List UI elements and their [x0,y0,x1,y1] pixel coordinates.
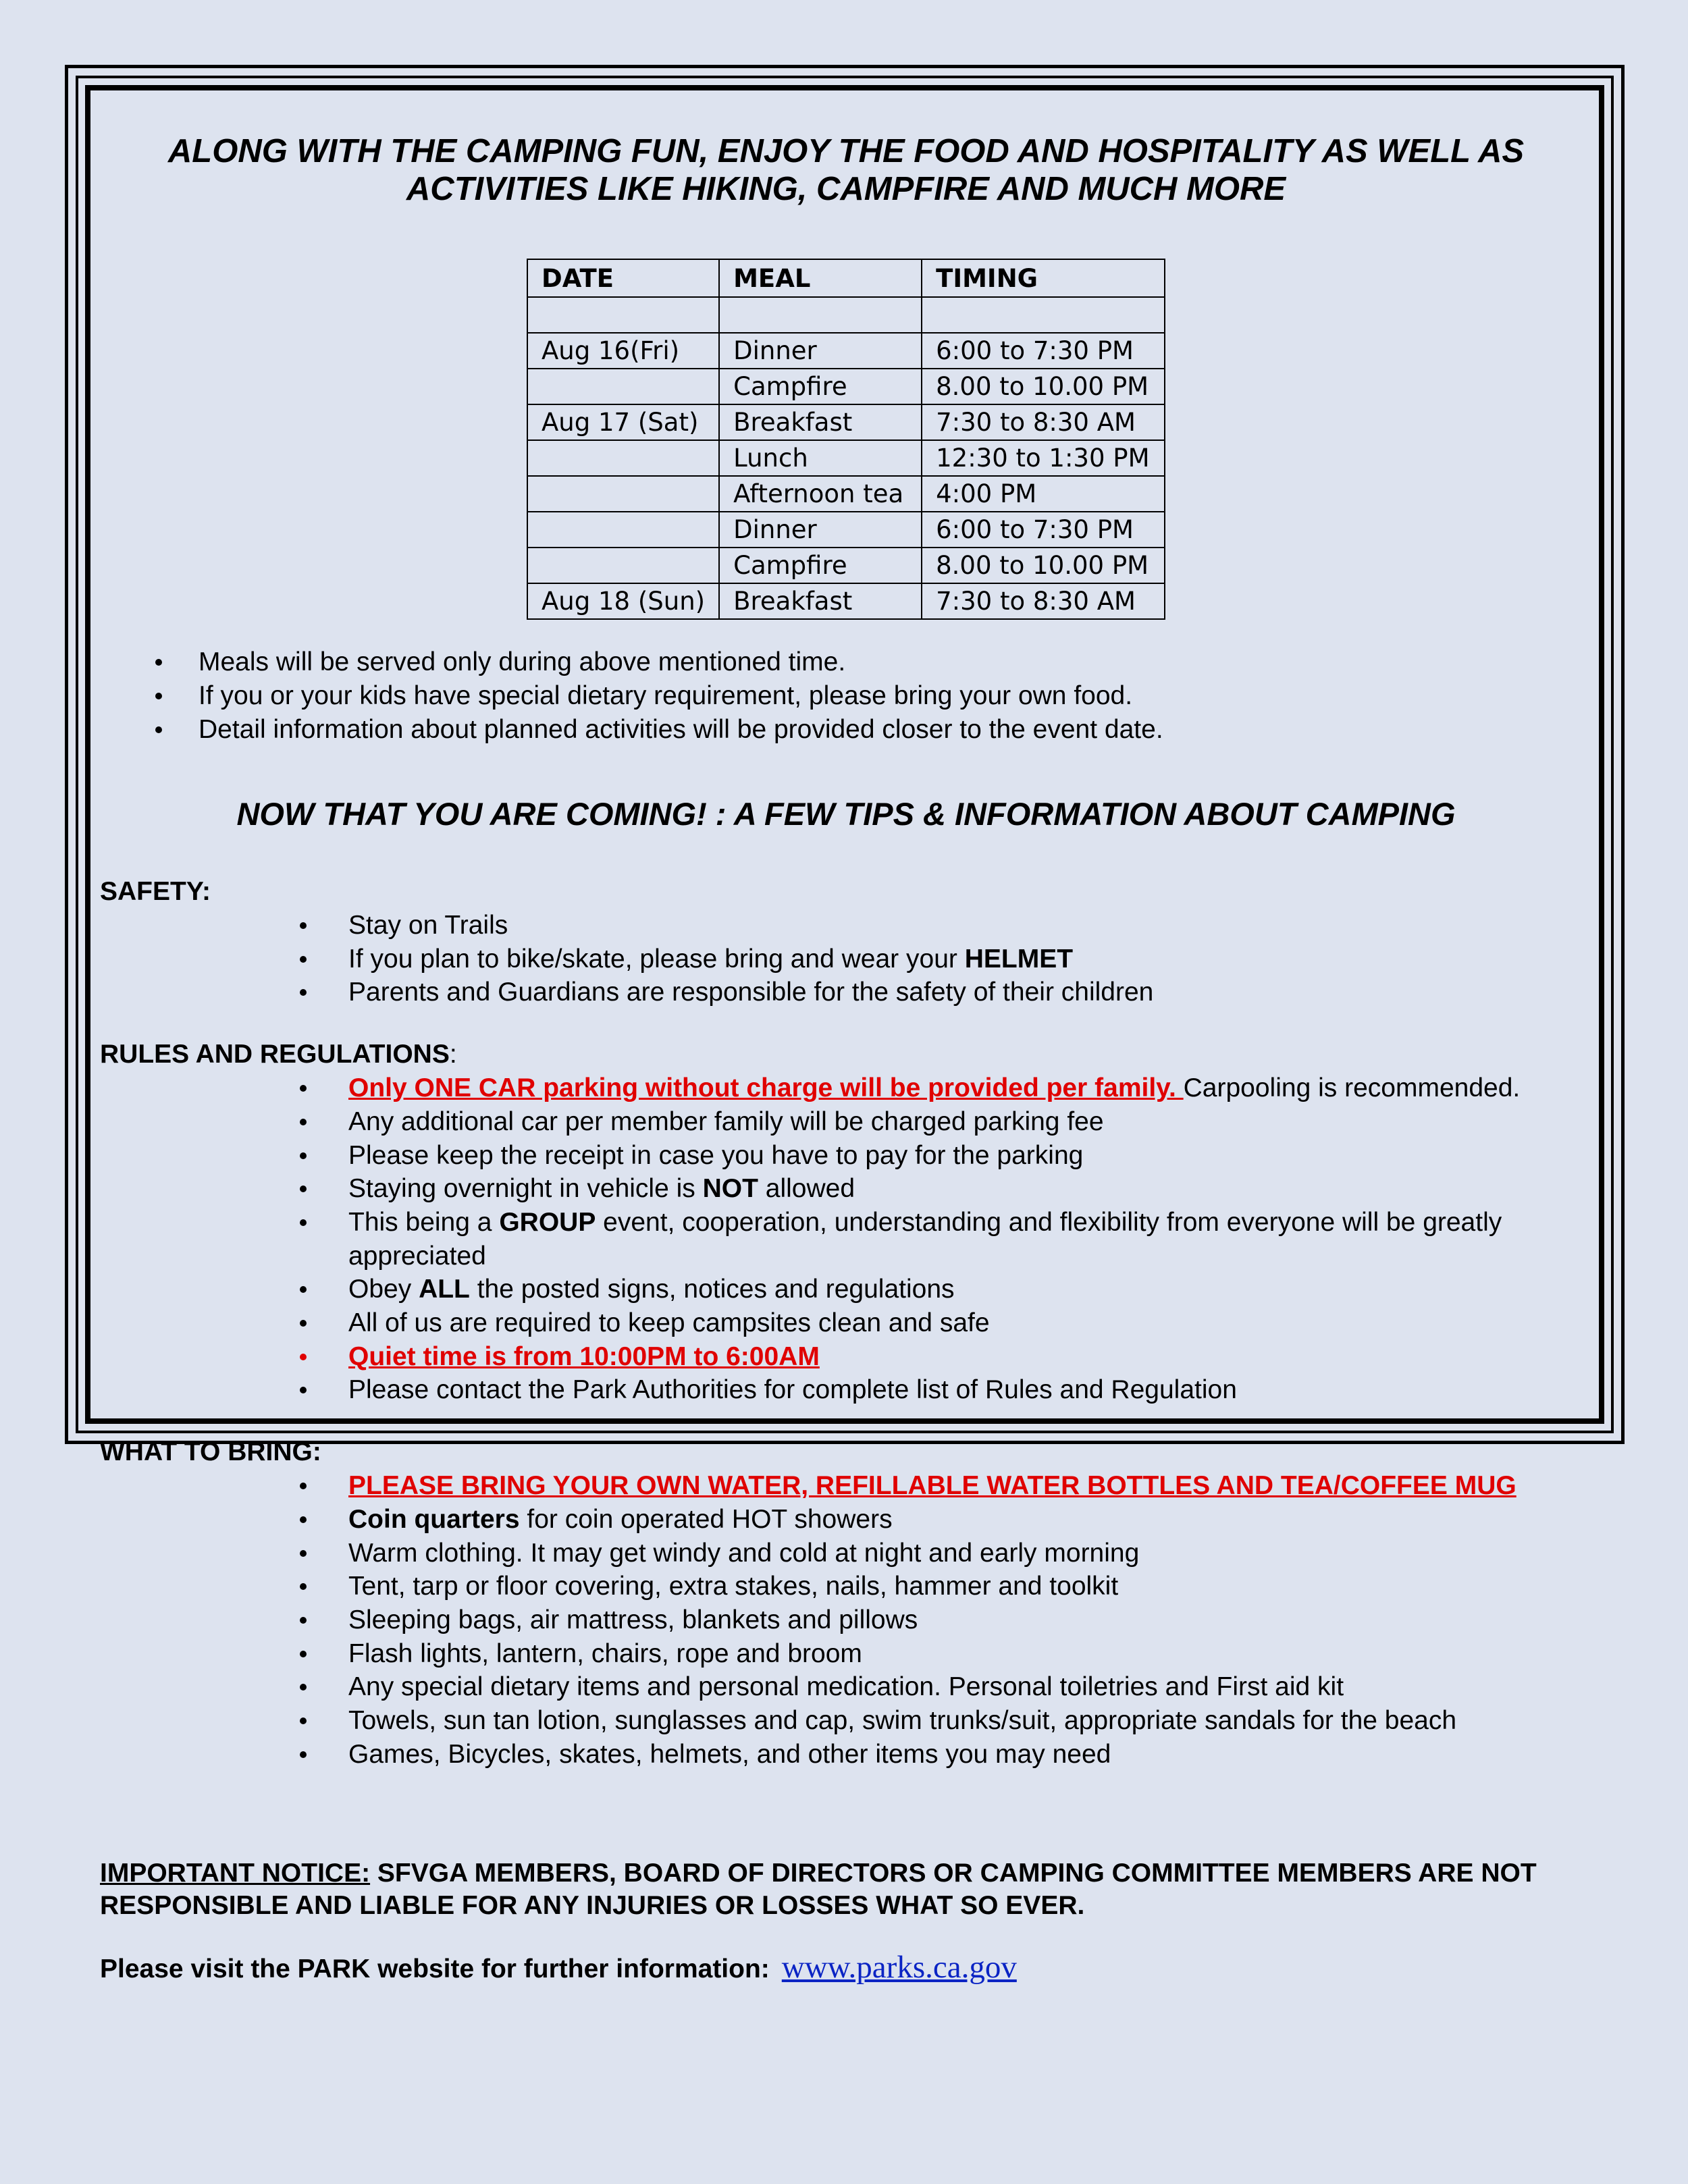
rules-title-colon: : [449,1040,457,1069]
bullet-icon [300,922,307,929]
cell-date [527,440,719,476]
bullet-icon [300,1186,307,1192]
rules-list [100,1071,1592,1407]
table-row [527,476,1165,512]
main-heading [100,132,1592,208]
list-item [100,679,1592,713]
list-item [100,1071,1592,1105]
rule-text: Please contact the Park Authorities for complete list of Rules and Regulation [348,1375,1237,1405]
cell-meal: Campfire [719,548,922,583]
cell-timing: 12:30 to 1:30 PM [922,440,1165,476]
safety-item-text: Parents and Guardians are responsible for the safety of their children [348,978,1154,1007]
list-item [100,1273,1592,1306]
header-timing: TIMING [922,259,1165,297]
bullet-icon [300,1219,307,1226]
table-header-row [527,259,1165,297]
cell-date [527,548,719,583]
main-heading-line2: ACTIVITIES LIKE HIKING, CAMPFIRE AND MUCH MORE [406,171,1286,207]
park-website-link[interactable]: www.parks.ca.gov [781,1950,1017,1986]
list-item [100,1637,1592,1671]
bullet-icon [300,1085,307,1092]
bring-item-text: Flash lights, lantern, chairs, rope and broom [348,1639,862,1668]
list-item [100,1206,1592,1273]
cell-timing: 6:00 to 7:30 PM [922,333,1165,369]
cell-meal: Afternoon tea [719,476,922,512]
bring-item-text: Sleeping bags, air mattress, blankets and pillows [348,1605,918,1634]
rule-text: All of us are required to keep campsites clean and safe [348,1308,990,1338]
rules-title-text: RULES AND REGULATIONS [100,1040,450,1069]
bullet-icon [300,956,307,963]
rule-text: the posted signs, notices and regulations [469,1275,955,1304]
list-item [100,1603,1592,1637]
notice-text: SFVGA MEMBERS, BOARD OF DIRECTORS OR CAMPING COMMITTEE MEMBERS ARE NOT RESPONSIBLE AND LIABLE FOR ANY INJURIES OR LOSSES WHAT SO EVER. [100,1859,1537,1921]
rule-text: This being a [348,1207,500,1237]
list-item [100,1738,1592,1772]
list-item [100,1469,1592,1503]
bullet-icon [300,1684,307,1690]
cell-date: Aug 17 (Sat) [527,404,719,440]
bullet-icon [300,1152,307,1159]
list-item [100,909,1592,942]
list-item [100,1704,1592,1738]
bullet-icon [155,693,162,699]
rule-text: Please keep the receipt in case you have to pay for the parking [348,1140,1084,1170]
rule-text: Staying overnight in vehicle is [348,1174,703,1204]
list-item [100,713,1592,747]
carpool-text: Carpooling is recommended. [1183,1073,1521,1103]
list-item [100,976,1592,1009]
bring-item-text: Any special dietary items and personal medication. Personal toiletries and First aid kit [348,1672,1344,1702]
table-row [527,440,1165,476]
list-item [100,1340,1592,1374]
bullet-icon [300,1617,307,1624]
cell-date: Aug 18 (Sun) [527,583,719,619]
list-item [100,942,1592,976]
flyer-content [100,132,1592,1986]
table-row [527,512,1165,548]
visit-line [100,1950,1592,1986]
bullet-icon [300,1286,307,1293]
main-heading-line1: ALONG WITH THE CAMPING FUN, ENJOY THE FOOD AND HOSPITALITY AS WELL AS [167,133,1525,169]
group-emphasis: GROUP [499,1207,596,1237]
bullet-icon [300,1483,307,1489]
list-item [100,1537,1592,1570]
cell-timing: 8.00 to 10.00 PM [922,548,1165,583]
bullet-icon [155,726,162,733]
bullet-icon [300,989,307,996]
bullet-icon [300,1583,307,1590]
notice-label: IMPORTANT NOTICE: [100,1859,371,1888]
bullet-icon [300,1320,307,1327]
list-item [100,1105,1592,1139]
rule-text: Obey [348,1275,419,1304]
bullet-icon [300,1751,307,1758]
cell-date [527,297,719,333]
cell-meal: Breakfast [719,583,922,619]
bring-item-text: Tent, tarp or floor covering, extra stakes, nails, hammer and toolkit [348,1572,1119,1601]
coin-emphasis: Coin quarters [348,1504,520,1534]
table-row [527,404,1165,440]
tips-heading: NOW THAT YOU ARE COMING! : A FEW TIPS & INFORMATION ABOUT CAMPING [236,796,1456,832]
meal-note-text: Meals will be served only during above mentioned time. [199,647,846,676]
meal-schedule-table [527,259,1165,620]
helmet-emphasis: HELMET [964,944,1074,974]
bring-item-text: Towels, sun tan lotion, sunglasses and cap, swim trunks/suit, appropriate sandals for the beach [348,1706,1457,1736]
bullet-icon [300,1516,307,1523]
rule-text: event, cooperation, understanding and flexibility from everyone will be greatly appreciated [348,1207,1502,1271]
list-item [100,1503,1592,1537]
list-item [100,1306,1592,1340]
cell-date [527,512,719,548]
bullet-icon [300,1550,307,1557]
rule-text: Any additional car per member family will be charged parking fee [348,1107,1104,1136]
header-meal: MEAL [719,259,922,297]
bring-item-text: Warm clothing. It may get windy and cold at night and early morning [348,1538,1140,1568]
cell-date: Aug 16(Fri) [527,333,719,369]
meal-note-text: If you or your kids have special dietary requirement, please bring your own food. [199,681,1133,710]
bullet-icon [300,1387,307,1393]
water-alert: PLEASE BRING YOUR OWN WATER, REFILLABLE WATER BOTTLES AND TEA/COFFEE MUG [348,1471,1516,1501]
meal-note-text: Detail information about planned activities will be provided closer to the event date. [199,715,1163,744]
cell-timing: 8.00 to 10.00 PM [922,369,1165,404]
table-row [527,333,1165,369]
bring-list [100,1469,1592,1771]
cell-timing: 7:30 to 8:30 AM [922,404,1165,440]
table-row [527,548,1165,583]
important-notice [100,1857,1592,1922]
safety-title: SAFETY: [100,877,211,906]
cell-meal: Campfire [719,369,922,404]
bullet-icon [300,1651,307,1657]
list-item [100,1373,1592,1407]
list-item [100,1670,1592,1704]
list-item [100,1172,1592,1206]
rules-title [100,1038,1592,1071]
not-emphasis: NOT [702,1174,758,1204]
cell-meal: Breakfast [719,404,922,440]
cell-meal: Dinner [719,333,922,369]
cell-timing: 4:00 PM [922,476,1165,512]
bullet-icon [155,659,162,666]
list-item [100,1139,1592,1173]
safety-item-text: If you plan to bike/skate, please bring and wear your [348,944,965,974]
table-row [527,583,1165,619]
bullet-icon [300,1119,307,1125]
meal-notes-list [100,645,1592,747]
cell-date [527,476,719,512]
quiet-time-alert: Quiet time is from 10:00PM to 6:00AM [348,1341,820,1371]
list-item [100,1570,1592,1603]
bring-title: WHAT TO BRING: [100,1437,321,1467]
safety-item-text: Stay on Trails [348,911,508,940]
table-row [527,369,1165,404]
rule-text: allowed [758,1174,855,1204]
cell-timing [922,297,1165,333]
bullet-icon [300,1717,307,1724]
all-emphasis: ALL [419,1275,470,1304]
cell-date [527,369,719,404]
cell-meal [719,297,922,333]
car-parking-alert: Only ONE CAR parking without charge will be provided per family. [348,1073,1184,1103]
bullet-icon [300,1354,307,1360]
table-row [527,297,1165,333]
cell-meal: Lunch [719,440,922,476]
cell-timing: 7:30 to 8:30 AM [922,583,1165,619]
safety-list [100,909,1592,1009]
header-date: DATE [527,259,719,297]
visit-text: Please visit the PARK website for further information: [100,1954,770,1984]
list-item [100,645,1592,679]
cell-meal: Dinner [719,512,922,548]
bring-item-text: for coin operated HOT showers [519,1504,893,1534]
cell-timing: 6:00 to 7:30 PM [922,512,1165,548]
bring-item-text: Games, Bicycles, skates, helmets, and other items you may need [348,1739,1111,1769]
